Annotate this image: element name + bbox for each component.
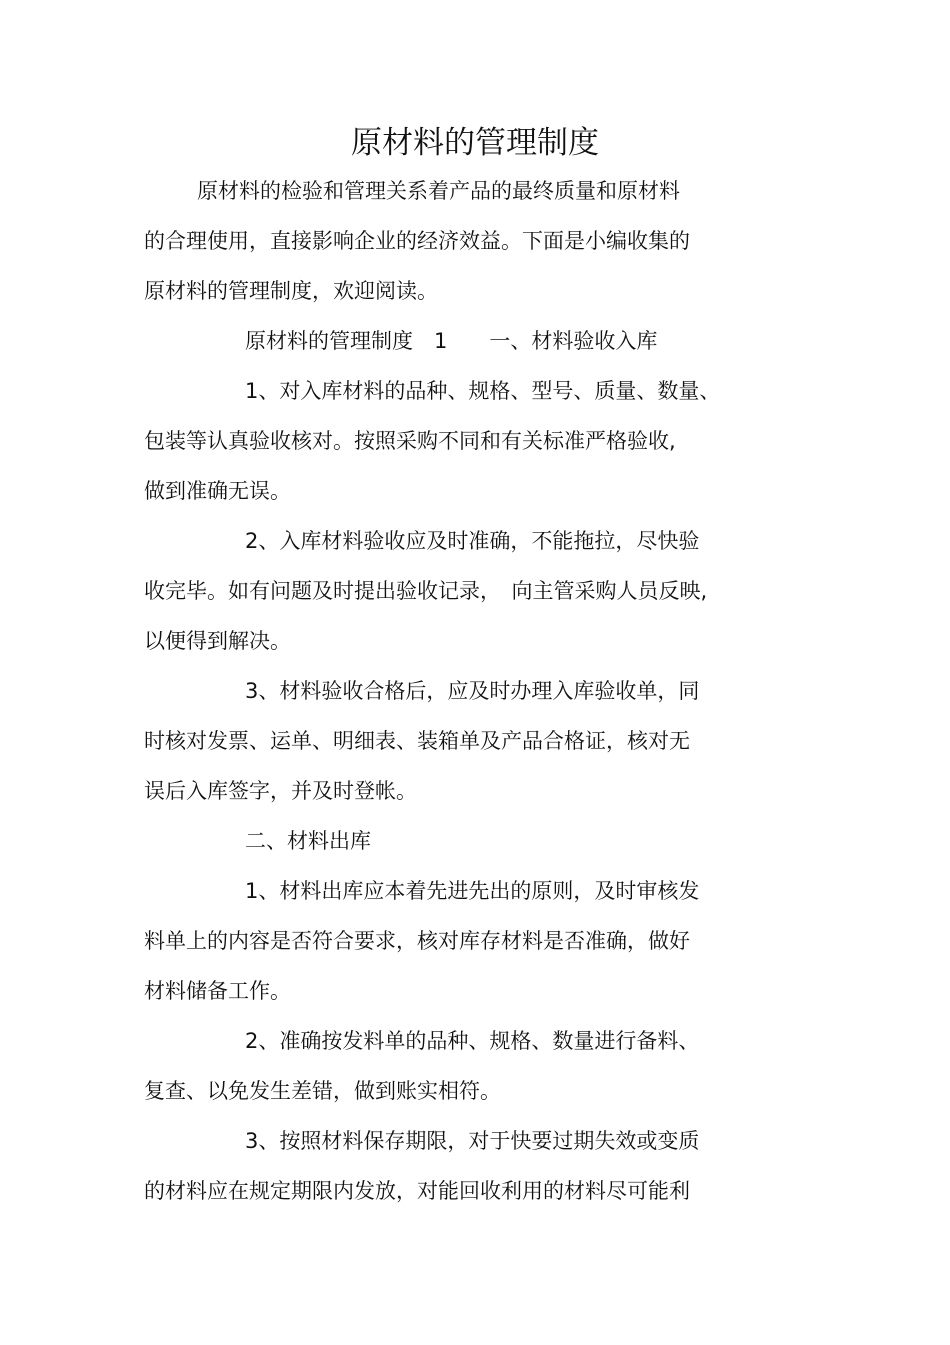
paragraph-line: 1、材料出库应本着先进先出的原则，及时审核发	[245, 879, 700, 903]
paragraph-line: 的材料应在规定期限内发放，对能回收利用的材料尽可能利	[144, 1179, 690, 1203]
paragraph-line: 2、入库材料验收应及时准确，不能拖拉，尽快验	[245, 529, 700, 553]
paragraph-line: 误后入库签字，并及时登帐。	[144, 779, 417, 803]
paragraph-line: 以便得到解决。	[144, 629, 291, 653]
document-title: 原材料的管理制度	[351, 125, 599, 161]
section-heading: 二、材料出库	[245, 829, 371, 853]
paragraph-line: 材料储备工作。	[144, 979, 291, 1003]
paragraph-line: 1、对入库材料的品种、规格、型号、质量、数量、	[245, 379, 721, 403]
paragraph-line: 包装等认真验收核对。按照采购不同和有关标准严格验收,	[144, 429, 676, 453]
paragraph-line: 料单上的内容是否符合要求，核对库存材料是否准确，做好	[144, 929, 690, 953]
paragraph-line: 3、材料验收合格后，应及时办理入库验收单，同	[245, 679, 700, 703]
section-heading: 原材料的管理制度 1 一、材料验收入库	[245, 329, 658, 353]
paragraph-line: 收完毕。如有问题及时提出验收记录， 向主管采购人员反映,	[144, 579, 708, 603]
paragraph-line: 的合理使用，直接影响企业的经济效益。下面是小编收集的	[144, 229, 690, 253]
paragraph-line: 原材料的检验和管理关系着产品的最终质量和原材料	[197, 179, 680, 203]
paragraph-line: 做到准确无误。	[144, 479, 291, 503]
paragraph-line: 2、准确按发料单的品种、规格、数量进行备料、	[245, 1029, 700, 1053]
paragraph-line: 复查、以免发生差错，做到账实相符。	[144, 1079, 501, 1103]
paragraph-line: 时核对发票、运单、明细表、装箱单及产品合格证，核对无	[144, 729, 690, 753]
paragraph-line: 3、按照材料保存期限，对于快要过期失效或变质	[245, 1129, 700, 1153]
paragraph-line: 原材料的管理制度，欢迎阅读。	[144, 279, 438, 303]
